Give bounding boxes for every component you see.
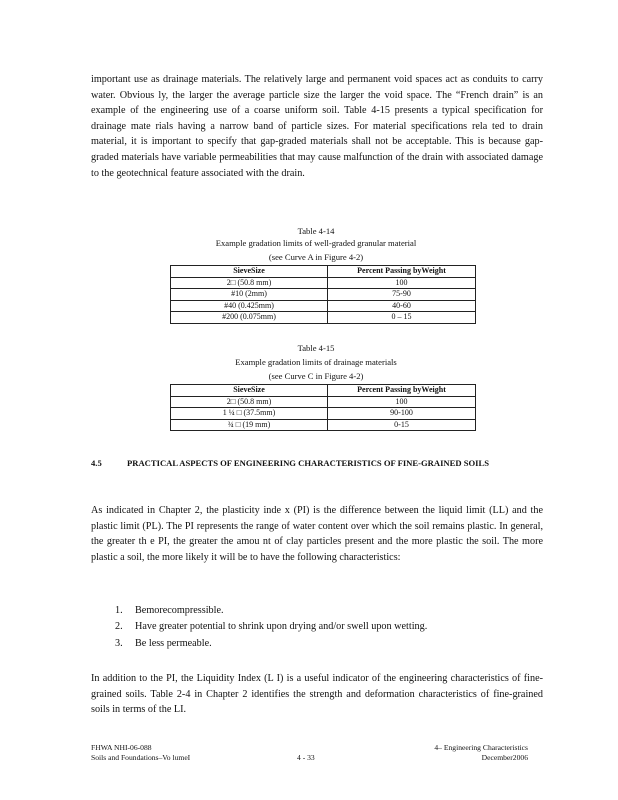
footer-report-number: FHWA NHI-06-088 — [91, 743, 152, 752]
header-sieve-size: SieveSize — [171, 385, 328, 397]
list-item — [91, 619, 541, 635]
table-cell: #10 (2mm) — [171, 289, 328, 301]
footer-volume: Soils and Foundations–Vo lumeI — [91, 753, 191, 762]
footer-right — [420, 743, 528, 763]
table-row — [171, 396, 476, 408]
table-row — [171, 419, 476, 431]
table-row — [171, 408, 476, 420]
table-cell: 100 — [328, 396, 476, 408]
table-4-14-caption-sub: (see Curve A in Figure 4-2) — [268, 252, 364, 262]
table-cell: ¾ □ (19 mm) — [171, 419, 328, 431]
table-row — [171, 289, 476, 301]
footer-chapter: 4– Engineering Characteristics — [434, 743, 528, 752]
header-percent-passing: Percent Passing byWeight — [328, 266, 476, 278]
header-sieve-size: SieveSize — [171, 266, 328, 278]
table-cell: 100 — [328, 277, 476, 289]
footer-date: December2006 — [481, 753, 528, 762]
footer-left — [91, 743, 190, 763]
list-item-text: Be less permeable. — [135, 637, 212, 649]
table-row — [171, 300, 476, 312]
table-4-14-caption: Example gradation limits of well-graded granular material — [215, 238, 417, 248]
table-4-15-caption: Example gradation limits of drainage materials — [235, 357, 397, 367]
characteristics-list — [91, 603, 541, 652]
table-cell: #40 (0.425mm) — [171, 300, 328, 312]
list-item — [91, 603, 541, 619]
table-cell: 90-100 — [328, 408, 476, 420]
table-cell: #200 (0.075mm) — [171, 312, 328, 324]
page-number: 4 - 33 — [297, 753, 315, 762]
table-row — [171, 277, 476, 289]
table-header-row — [171, 385, 476, 397]
list-item-text: Have greater potential to shrink upon drying and/or swell upon wetting. — [135, 621, 428, 633]
liquidity-paragraph: In addition to the PI, the Liquidity Index (L I) is a useful indicator of the engineering characteristics of fine-grained soils. Table 2-4 in Chapter 2 identifies the strength and deformation characteristics of fine-grained soils in terms of the LI. — [91, 673, 543, 716]
table-row — [171, 312, 476, 324]
section-number: 4.5 — [91, 458, 102, 468]
table-cell: 2□ (50.8 mm) — [171, 396, 328, 408]
list-item-number: 2. — [115, 621, 123, 633]
intro-paragraph: important use as drainage materials. The relatively large and permanent void spaces act as conduits to carry water. Obvious ly, the larger the average particle size the larger the void space. The “French drain” is an example of the engineering use of a coarse uniform soil. Table 4-15 presents a typical specification for drainage mate rials having a narrow band of particle sizes. For material specifications rela ted to drain material, it is important to specify that gap-graded materials shall not be acceptable. This is because gap-graded materials have variable permeabilities that may cause malfunction of the drain with associated damage to the geotechnical feature associated with the drain. — [91, 74, 543, 179]
table-cell: 2□ (50.8 mm) — [171, 277, 328, 289]
plasticity-paragraph: As indicated in Chapter 2, the plasticity inde x (PI) is the difference between the liquid limit (LL) and the plastic limit (PL). The PI represents the range of water content over which the soil remains plastic. In general, the greater th e PI, the greater the amou nt of clay particles present and the more plastic the soil. The more plastic a soil, the more likely it will be to have the following characteristics: — [91, 505, 543, 563]
table-cell: 75-90 — [328, 289, 476, 301]
table-cell: 1 ¼ □ (37.5mm) — [171, 408, 328, 420]
list-item — [91, 636, 541, 652]
section-title: PRACTICAL ASPECTS OF ENGINEERING CHARACTERISTICS OF FINE-GRAINED SOILS — [127, 458, 490, 468]
table-cell: 40-60 — [328, 300, 476, 312]
table-header-row — [171, 266, 476, 278]
table-cell: 0-15 — [328, 419, 476, 431]
table-4-15-number: Table 4-15 — [297, 343, 335, 353]
list-item-text: Bemorecompressible. — [135, 605, 224, 616]
table-4-15-caption-sub: (see Curve C in Figure 4-2) — [268, 371, 364, 381]
list-item-number: 3. — [115, 637, 123, 649]
table-4-14-number: Table 4-14 — [297, 226, 335, 236]
header-percent-passing: Percent Passing byWeight — [328, 385, 476, 397]
table-cell: 0 – 15 — [328, 312, 476, 324]
table-4-15 — [170, 384, 476, 431]
table-4-14 — [170, 265, 476, 324]
list-item-number: 1. — [115, 605, 123, 616]
